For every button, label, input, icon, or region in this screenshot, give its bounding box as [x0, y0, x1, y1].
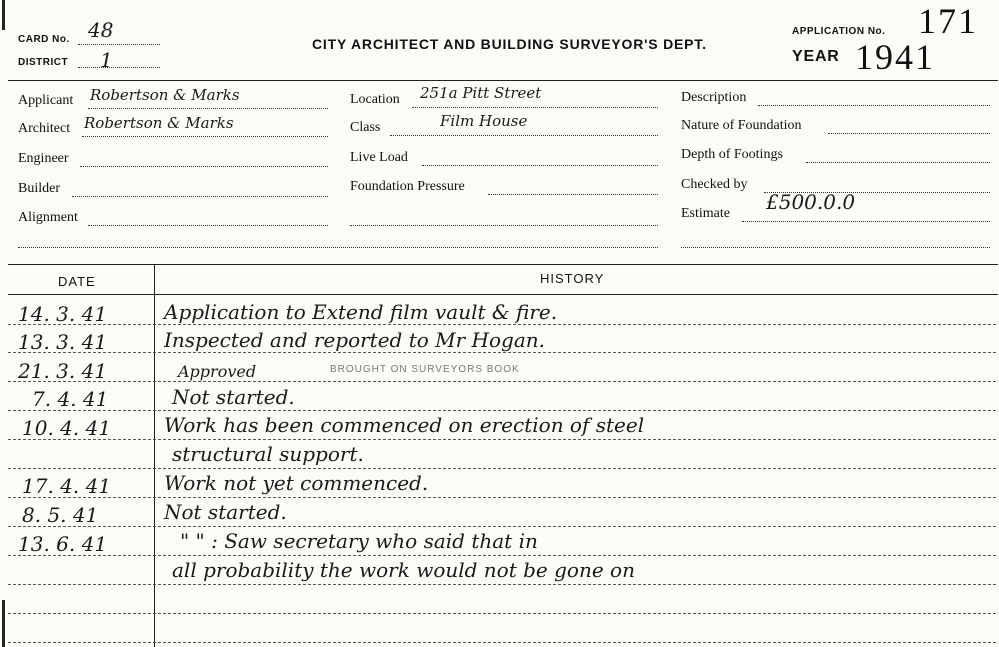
architect-label: Architect [18, 121, 71, 136]
history-entry: structural support. [172, 442, 364, 466]
architect-value: Robertson & Marks [84, 114, 234, 132]
foundation-pressure-line [488, 194, 658, 195]
history-entry: all probability the work would not be gone on [172, 558, 635, 582]
applicant-line [88, 108, 328, 109]
application-no-label: APPLICATION No. [792, 26, 886, 37]
history-date: 14. 3. 41 [18, 302, 108, 326]
row-rule [8, 497, 996, 498]
alignment-label: Alignment [18, 210, 78, 225]
history-entry: Approved [178, 362, 257, 381]
district-value: 1 [100, 48, 113, 72]
history-date: 13. 6. 41 [18, 532, 108, 556]
card-edge-mark [2, 600, 5, 647]
builder-line [72, 196, 328, 197]
card-no-label: CARD No. [18, 34, 70, 45]
details-bottom-line [18, 247, 658, 248]
row-rule [8, 324, 996, 325]
engineer-line [80, 166, 328, 167]
location-label: Location [350, 92, 400, 107]
architect-line [82, 136, 328, 137]
estimate-line [742, 221, 990, 222]
middle-extra-line [350, 225, 658, 226]
dept-title: CITY ARCHITECT AND BUILDING SURVEYOR'S DEPT. [312, 36, 707, 52]
year-value: 1941 [855, 37, 935, 77]
row-rule [8, 555, 996, 556]
engineer-label: Engineer [18, 151, 69, 166]
depth-of-footings-line [806, 162, 990, 163]
date-header: DATE [58, 274, 96, 289]
applicant-label: Applicant [18, 93, 74, 108]
year-label: YEAR [792, 48, 840, 65]
row-rule [8, 381, 996, 382]
checked-by-label: Checked by [681, 177, 748, 192]
row-rule [8, 613, 996, 614]
history-entry: Work has been commenced on erection of steel [164, 413, 645, 437]
history-entry: Inspected and reported to Mr Hogan. [164, 328, 545, 352]
location-value: 251a Pitt Street [420, 84, 542, 102]
foundation-pressure-label: Foundation Pressure [350, 179, 465, 194]
nature-of-foundation-label: Nature of Foundation [681, 118, 802, 133]
location-line [412, 107, 658, 108]
history-header: HISTORY [540, 271, 605, 286]
history-top-rule [8, 264, 998, 265]
row-rule [8, 526, 996, 527]
date-column-divider [154, 264, 155, 647]
header-rule [8, 80, 998, 81]
row-rule [8, 468, 996, 469]
card-edge-mark [2, 0, 5, 30]
live-load-line [422, 165, 658, 166]
estimate-label: Estimate [681, 206, 730, 221]
card-no-line [78, 44, 160, 45]
depth-of-footings-label: Depth of Footings [681, 147, 783, 162]
history-entry: Not started. [172, 385, 295, 409]
right-extra-line [681, 247, 990, 248]
history-entry: Application to Extend film vault & fire. [164, 300, 558, 324]
history-header-rule [8, 294, 998, 295]
live-load-label: Live Load [350, 150, 408, 165]
history-entry: Work not yet commenced. [164, 471, 429, 495]
row-rule [8, 352, 996, 353]
card-no-value: 48 [88, 18, 114, 42]
history-entry: " " : Saw secretary who said that in [180, 529, 538, 553]
description-line [758, 105, 990, 106]
row-rule [8, 439, 996, 440]
class-label: Class [350, 120, 381, 135]
applicant-value: Robertson & Marks [90, 86, 240, 104]
history-entry: Not started. [164, 500, 287, 524]
district-line [78, 67, 160, 68]
builder-label: Builder [18, 181, 60, 196]
description-label: Description [681, 90, 747, 105]
class-line [390, 135, 658, 136]
history-date: 17. 4. 41 [22, 474, 112, 498]
class-value: Film House [440, 112, 528, 130]
nature-of-foundation-line [828, 133, 990, 134]
history-date: 21. 3. 41 [18, 359, 108, 383]
surveyors-book-stamp: BROUGHT ON SURVEYORS BOOK [330, 364, 520, 375]
estimate-value: £500.0.0 [766, 190, 856, 214]
application-no-value: 171 [918, 1, 978, 41]
history-date: 8. 5. 41 [22, 503, 99, 527]
district-label: DISTRICT [18, 57, 69, 68]
history-date: 7. 4. 41 [32, 387, 109, 411]
alignment-line [88, 225, 328, 226]
row-rule [8, 584, 996, 585]
row-rule [8, 642, 996, 643]
history-date: 10. 4. 41 [22, 416, 112, 440]
row-rule [8, 410, 996, 411]
history-date: 13. 3. 41 [18, 330, 108, 354]
